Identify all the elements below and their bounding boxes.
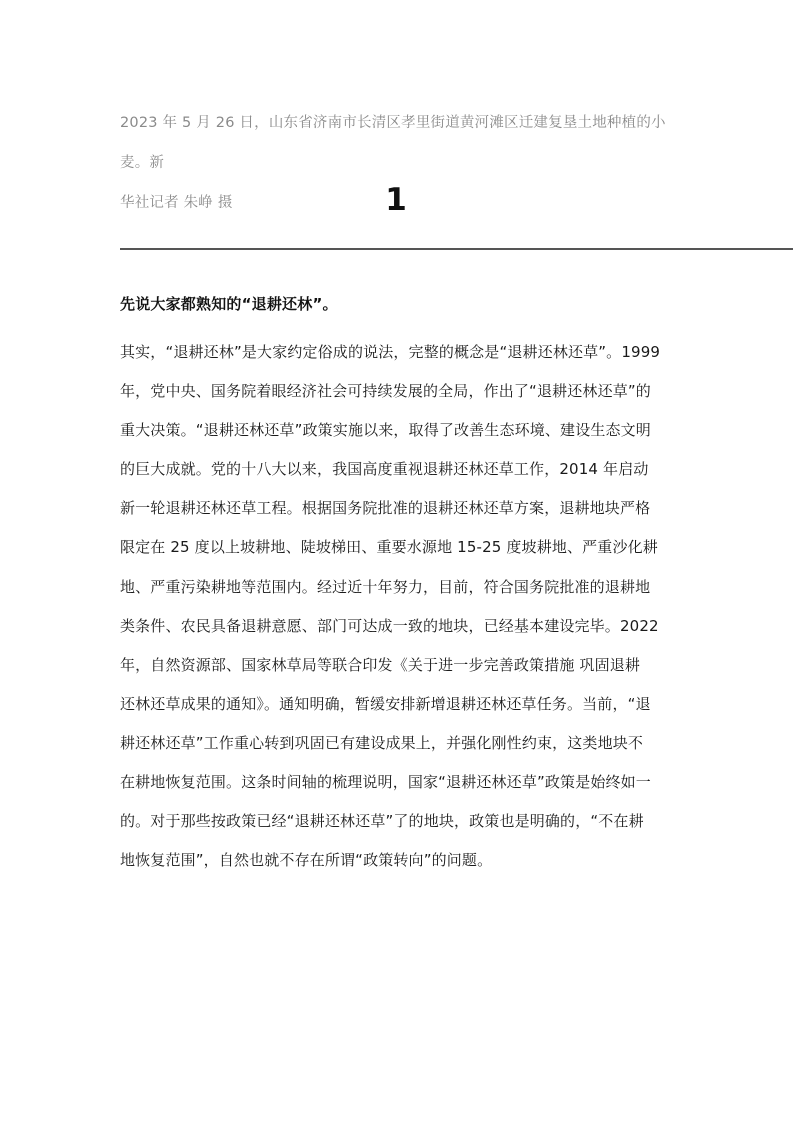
photo-caption-line-2: 华社记者 朱峥 摄 [120,195,233,211]
paragraph-line: 还林还草成果的通知》。通知明确，暂缓安排新增退耕还林还草任务。当前，“退 [120,694,651,713]
paragraph-line: 限定在 25 度以上坡耕地、陡坡梯田、重要水源地 15-25 度坡耕地、严重沙化耕 [120,538,658,557]
paragraph-line: 新一轮退耕还林还草工程。根据国务院批准的退耕还林还草方案，退耕地块严格 [120,499,651,518]
paragraph-line: 年，党中央、国务院着眼经济社会可持续发展的全局，作出了“退耕还林还草”的 [120,382,651,401]
paragraph-line: 在耕地恢复范围。这条时间轴的梳理说明，国家“退耕还林还草”政策是始终如一 [120,773,651,792]
paragraph-line: 的巨大成就。党的十八大以来，我国高度重视退耕还林还草工作，2014 年启动 [120,460,649,479]
section-divider [120,248,793,250]
paragraph-line: 年，自然资源部、国家林草局等联合印发《关于进一步完善政策措施 巩固退耕 [120,655,641,674]
paragraph-line: 地、严重污染耕地等范围内。经过近十年努力，目前，符合国务院批准的退耕地 [120,577,651,596]
section-number: 1 [385,182,407,218]
paragraph-line: 地恢复范围”，自然也就不存在所谓“政策转向”的问题。 [120,851,493,870]
body-paragraph [120,333,680,880]
paragraph-line: 的。对于那些按政策已经“退耕还林还草”了的地块，政策也是明确的，“不在耕 [120,812,644,831]
section-heading: 先说大家都熟知的“退耕还林”。 [120,295,338,313]
paragraph-line: 类条件、农民具备退耕意愿、部门可达成一致的地块，已经基本建设完毕。2022 [120,616,659,635]
photo-caption-line-1: 2023 年 5 月 26 日，山东省济南市长清区孝里街道黄河滩区迁建复垦土地种植的小麦。新 [120,115,666,171]
paragraph-line: 重大决策。“退耕还林还草”政策实施以来，取得了改善生态环境、建设生态文明 [120,421,651,440]
paragraph-line: 其实，“退耕还林”是大家约定俗成的说法，完整的概念是“退耕还林还草”。1999 [120,343,661,361]
paragraph-line: 耕还林还草”工作重心转到巩固已有建设成果上，并强化刚性约束，这类地块不 [120,733,644,752]
